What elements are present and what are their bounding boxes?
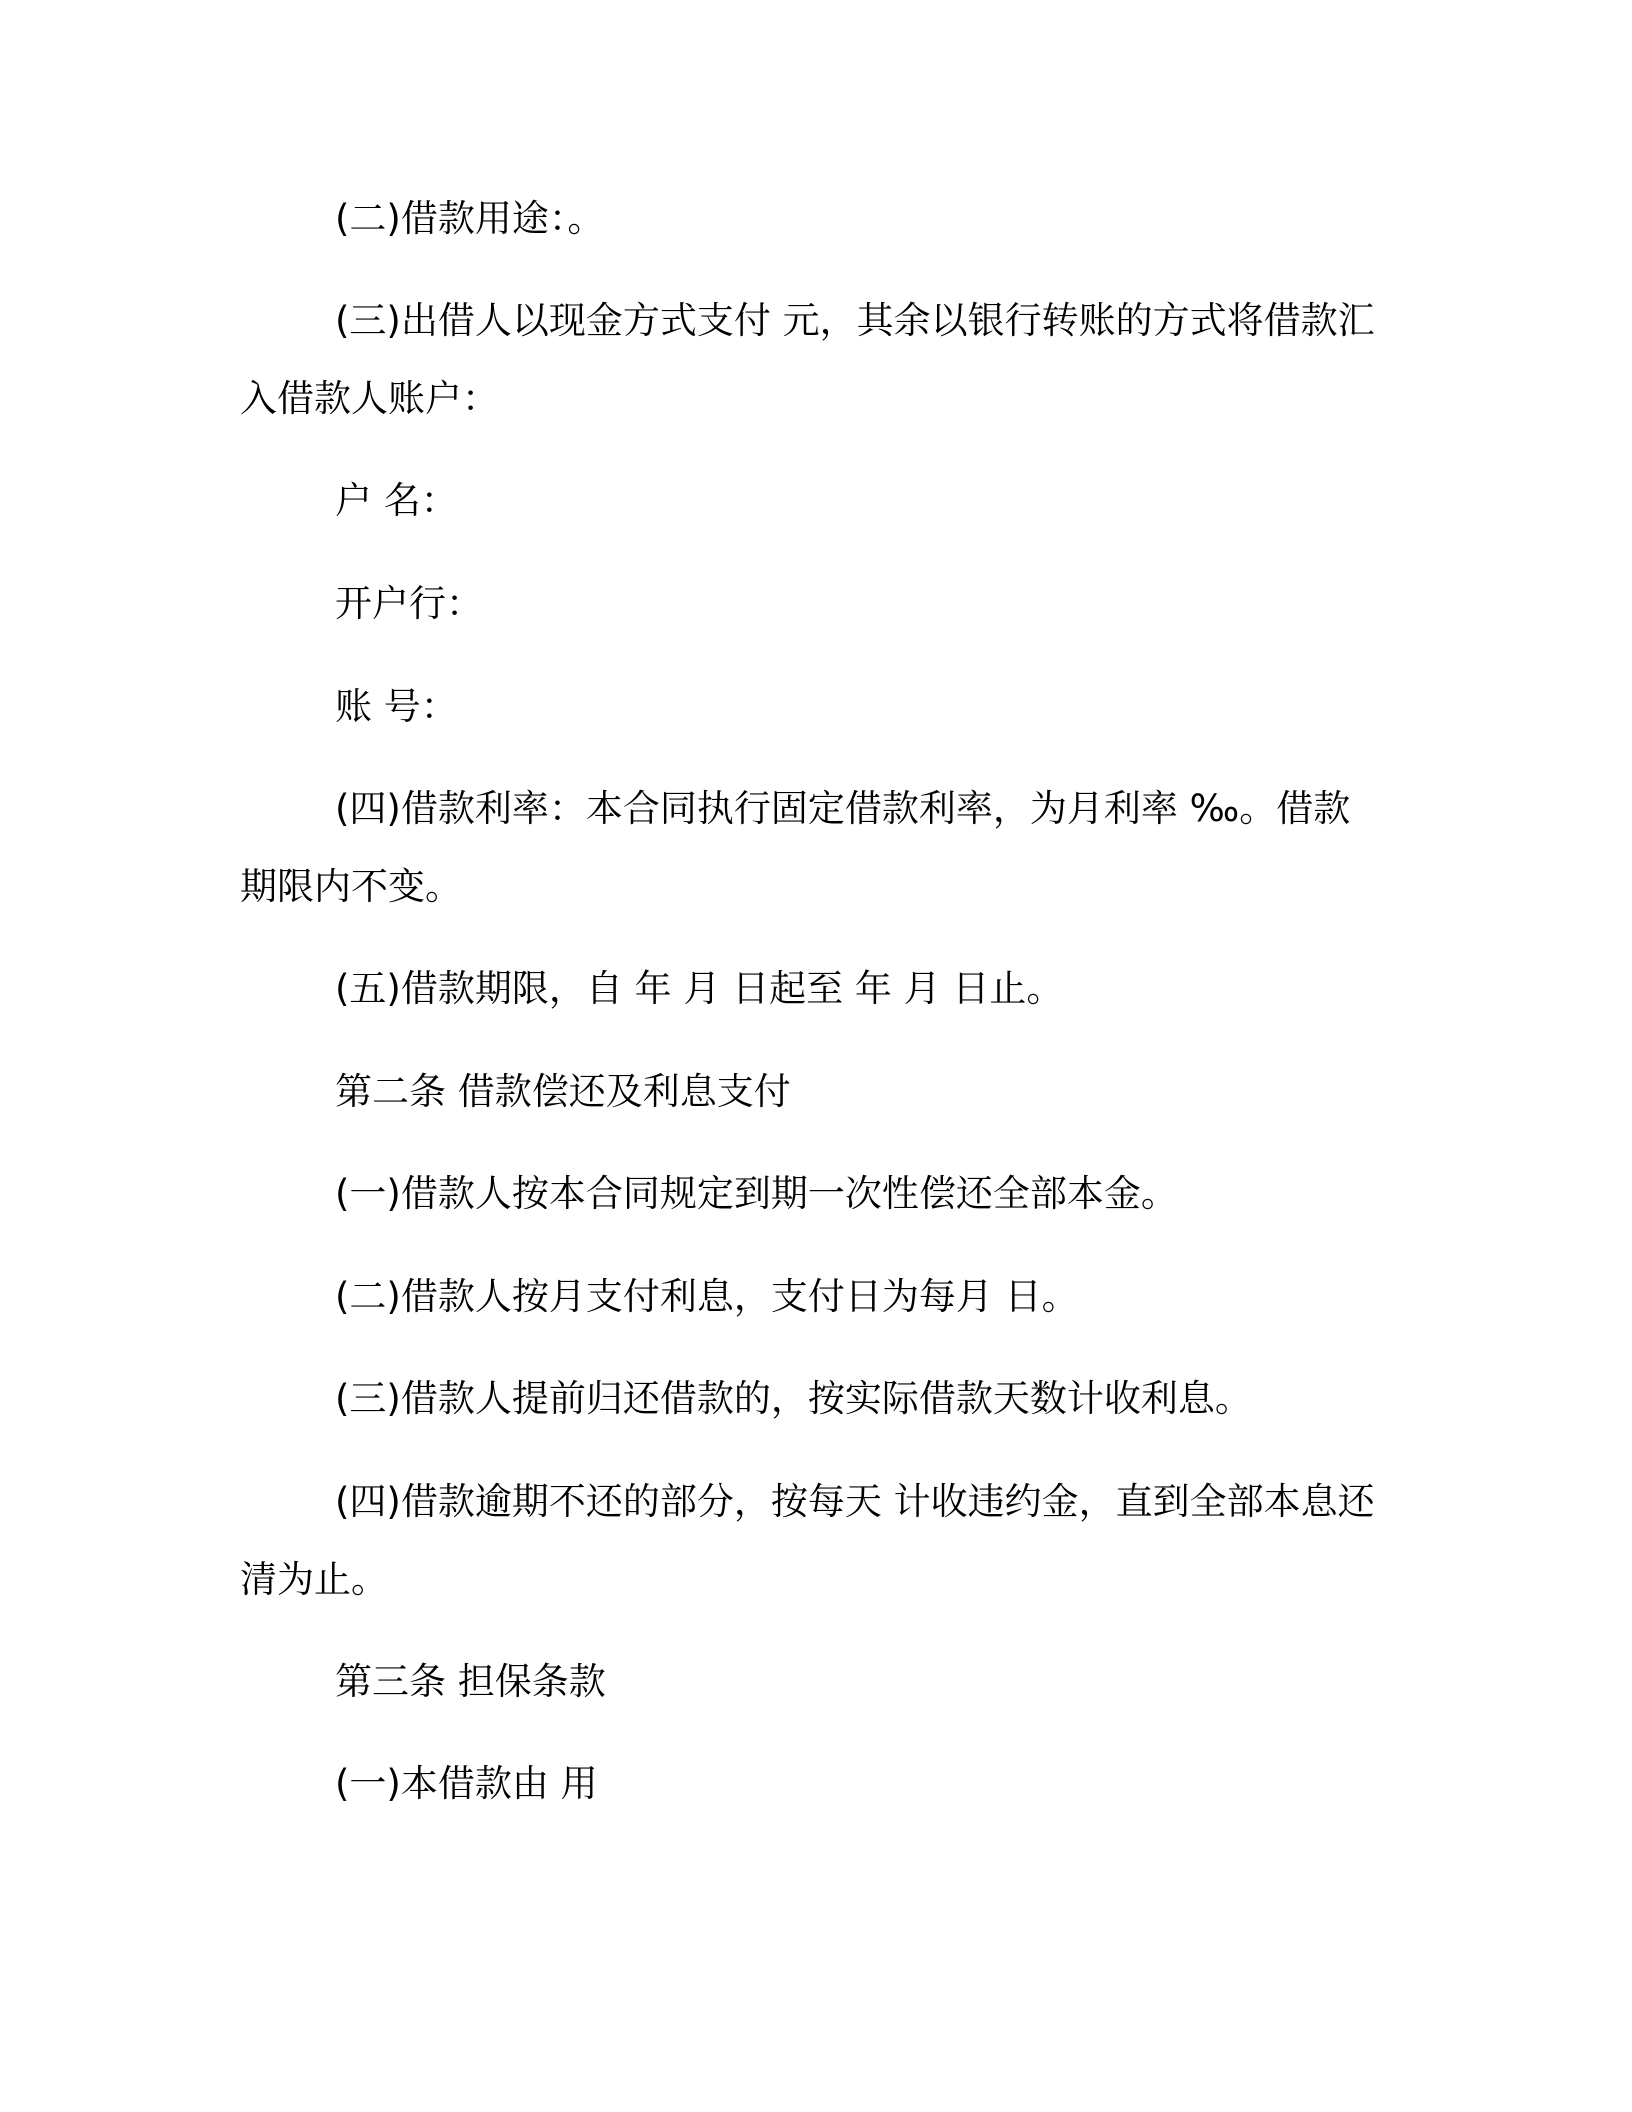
article-2-heading: 第二条 借款偿还及利息支付 [335, 1070, 791, 1113]
clause-1-2-loan-purpose: (二)借款用途：。 [335, 197, 605, 240]
clause-1-5-loan-term: (五)借款期限，自 年 月 日起至 年 月 日止。 [335, 967, 1064, 1010]
clause-2-3: (三)借款人提前归还借款的，按实际借款天数计收利息。 [335, 1377, 1252, 1420]
clause-2-2: (二)借款人按月支付利息，支付日为每月 日。 [335, 1275, 1079, 1318]
account-name-line: 户 名： [335, 479, 458, 522]
account-number-line: 账 号： [335, 685, 458, 728]
clause-2-4: (四)借款逾期不还的部分，按每天 计收违约金，直到全部本息还清为止。 [240, 1480, 1375, 1601]
clause-1-4-interest-rate: (四)借款利率：本合同执行固定借款利率，为月利率 ‰。借款期限内不变。 [240, 787, 1351, 908]
clause-3-1: (一)本借款由 用 [335, 1762, 598, 1805]
bank-name-line: 开户行： [335, 582, 483, 625]
clause-2-1: (一)借款人按本合同规定到期一次性偿还全部本金。 [335, 1172, 1178, 1215]
article-3-heading: 第三条 担保条款 [335, 1660, 606, 1703]
clause-1-3-payment-method: (三)出借人以现金方式支付 元，其余以银行转账的方式将借款汇入借款人账户： [240, 299, 1375, 420]
